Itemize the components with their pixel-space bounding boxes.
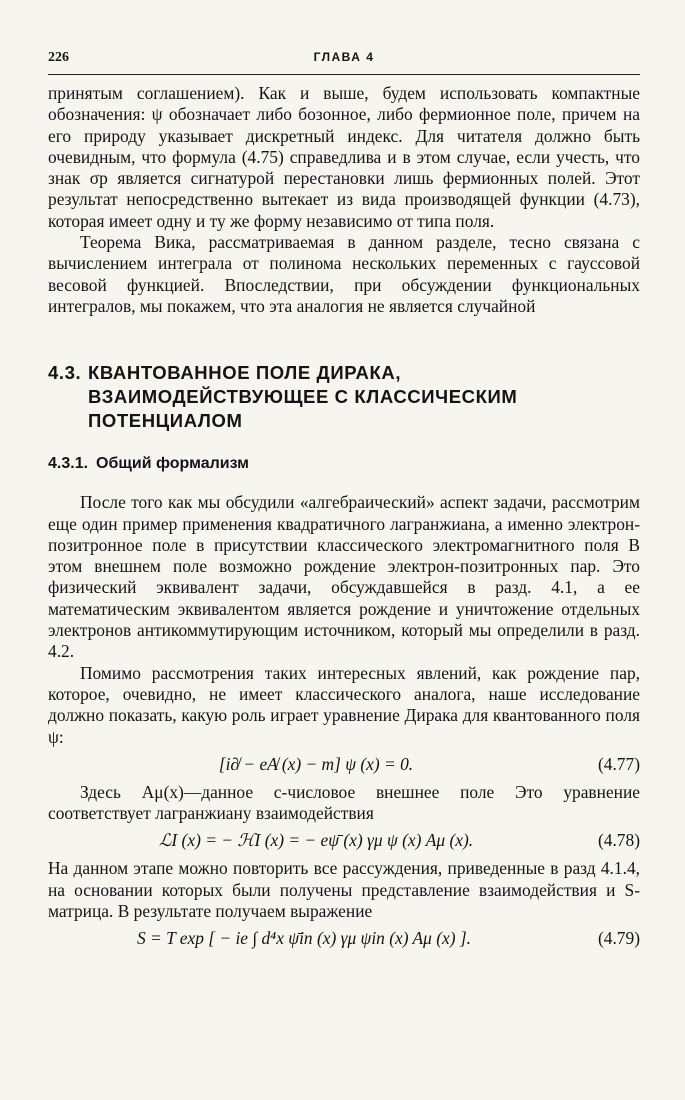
- section-title: [88, 361, 517, 433]
- equation-number: (4.79): [597, 928, 640, 949]
- equation-number: (4.78): [597, 830, 640, 851]
- book-page: [48, 50, 640, 956]
- section-number: 4.3.: [48, 362, 82, 384]
- body-paragraph-1: После того как мы обсудили «алгебраический» аспект задачи, рассмотрим еще один пример применения квадратичного лагранжиана, а именно электрон-позитронное поле в присутствии классического электромагнитного поля В этом внешнем поле возможно рождение электрон-позитронных пар. Это физический эквивалент задачи, обсуждавшейся в разд. 4.1, а ее математическим эквивалентом является рождение и уничтожение отдельных электронов антикоммутирующим источником, который мы определили в разд. 4.2.: [48, 492, 640, 662]
- equation-4-78: [48, 824, 640, 858]
- equation-body: [i∂̸ − eA̸ (x) − m] ψ (x) = 0.: [218, 753, 414, 774]
- section-title-line: ВЗАИМОДЕЙСТВУЮЩЕЕ С КЛАССИЧЕСКИМ: [88, 386, 518, 408]
- body-paragraph-3: Здесь Aμ(x)—данное с-числовое внешнее поле Это уравнение соответствует лагранжиану взаимодействия: [48, 781, 640, 824]
- header-rule: [48, 74, 640, 75]
- body-paragraph-4: На данном этапе можно повторить все рассуждения, приведенные в разд 4.1.4, на основании которых были получены представление взаимодействия и S-матрица. В результате получаем выражение: [48, 858, 640, 922]
- subsection-heading: [48, 455, 640, 473]
- intro-paragraph-1: принятым соглашением). Как и выше, будем использовать компактные обозначения: ψ обозначает либо бозонное, либо фермионное поле, причем на его природу указывает дискретный индекс. Для читателя должно быть очевидным, что формула (4.75) справедлива и в этом случае, если учесть, что знак σp является сигнатурой перестановки лишь фермионных полей. Этот результат непосредственно вытекает из вида производящей функции (4.73), которая имеет одну и ту же форму независимо от типа поля.: [48, 83, 640, 231]
- section-title-line: ПОТЕНЦИАЛОМ: [88, 410, 243, 432]
- running-head: [48, 50, 640, 72]
- subsection-number: 4.3.1.: [48, 455, 89, 473]
- intro-paragraph-2: Теорема Вика, рассматриваемая в данном разделе, тесно связана с вычислением интеграла от полинома нескольких переменных с гауссовой весовой функцией. Впоследствии, при обсуждении функциональных интегралов, мы покажем, что эта аналогия не является случайной: [48, 232, 640, 316]
- body-paragraph-2: Помимо рассмотрения таких интересных явлений, как рождение пар, которое, очевидно, не имеет классического аналога, наше исследование должно показать, какую роль играет уравнение Дирака для квантованного поля ψ:: [48, 662, 640, 747]
- equation-body: ℒI (x) = − ℋI (x) = − eψ̄ (x) γμ ψ (x) Aμ (x).: [158, 830, 474, 851]
- section-heading: [48, 361, 640, 433]
- equation-body: S = T exp [ − ie ∫ d⁴x ψ̄in (x) γμ ψin (x) Aμ (x) ].: [136, 928, 472, 949]
- equation-4-79: [48, 922, 640, 956]
- subsection-title: Общий формализм: [96, 455, 250, 473]
- page-number: 226: [48, 50, 69, 65]
- chapter-label: ГЛАВА 4: [313, 50, 375, 64]
- section-title-line: КВАНТОВАННОЕ ПОЛЕ ДИРАКА,: [88, 362, 402, 384]
- equation-number: (4.77): [597, 753, 640, 774]
- equation-4-77: [48, 748, 640, 782]
